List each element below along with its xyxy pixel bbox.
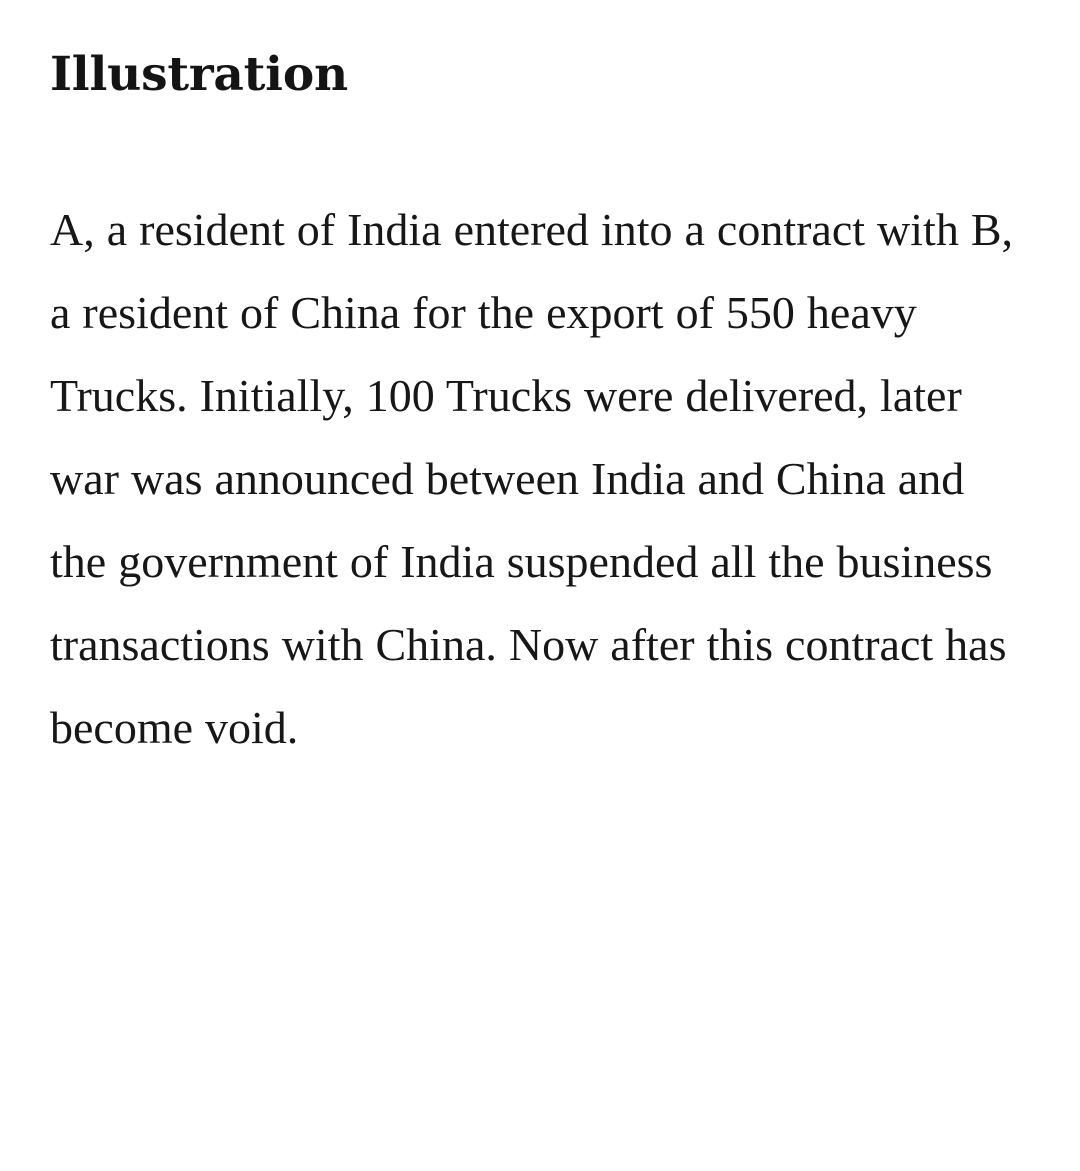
illustration-body-text: A, a resident of India entered into a contract with B, a resident of China for the export of 550 heavy Trucks. Initially, 100 Trucks were delivered, later war was announced between India and China and the government of India suspended all the business transactions with China. Now after this contract has become void. [50, 204, 1014, 754]
page-title: Illustration [50, 47, 348, 102]
